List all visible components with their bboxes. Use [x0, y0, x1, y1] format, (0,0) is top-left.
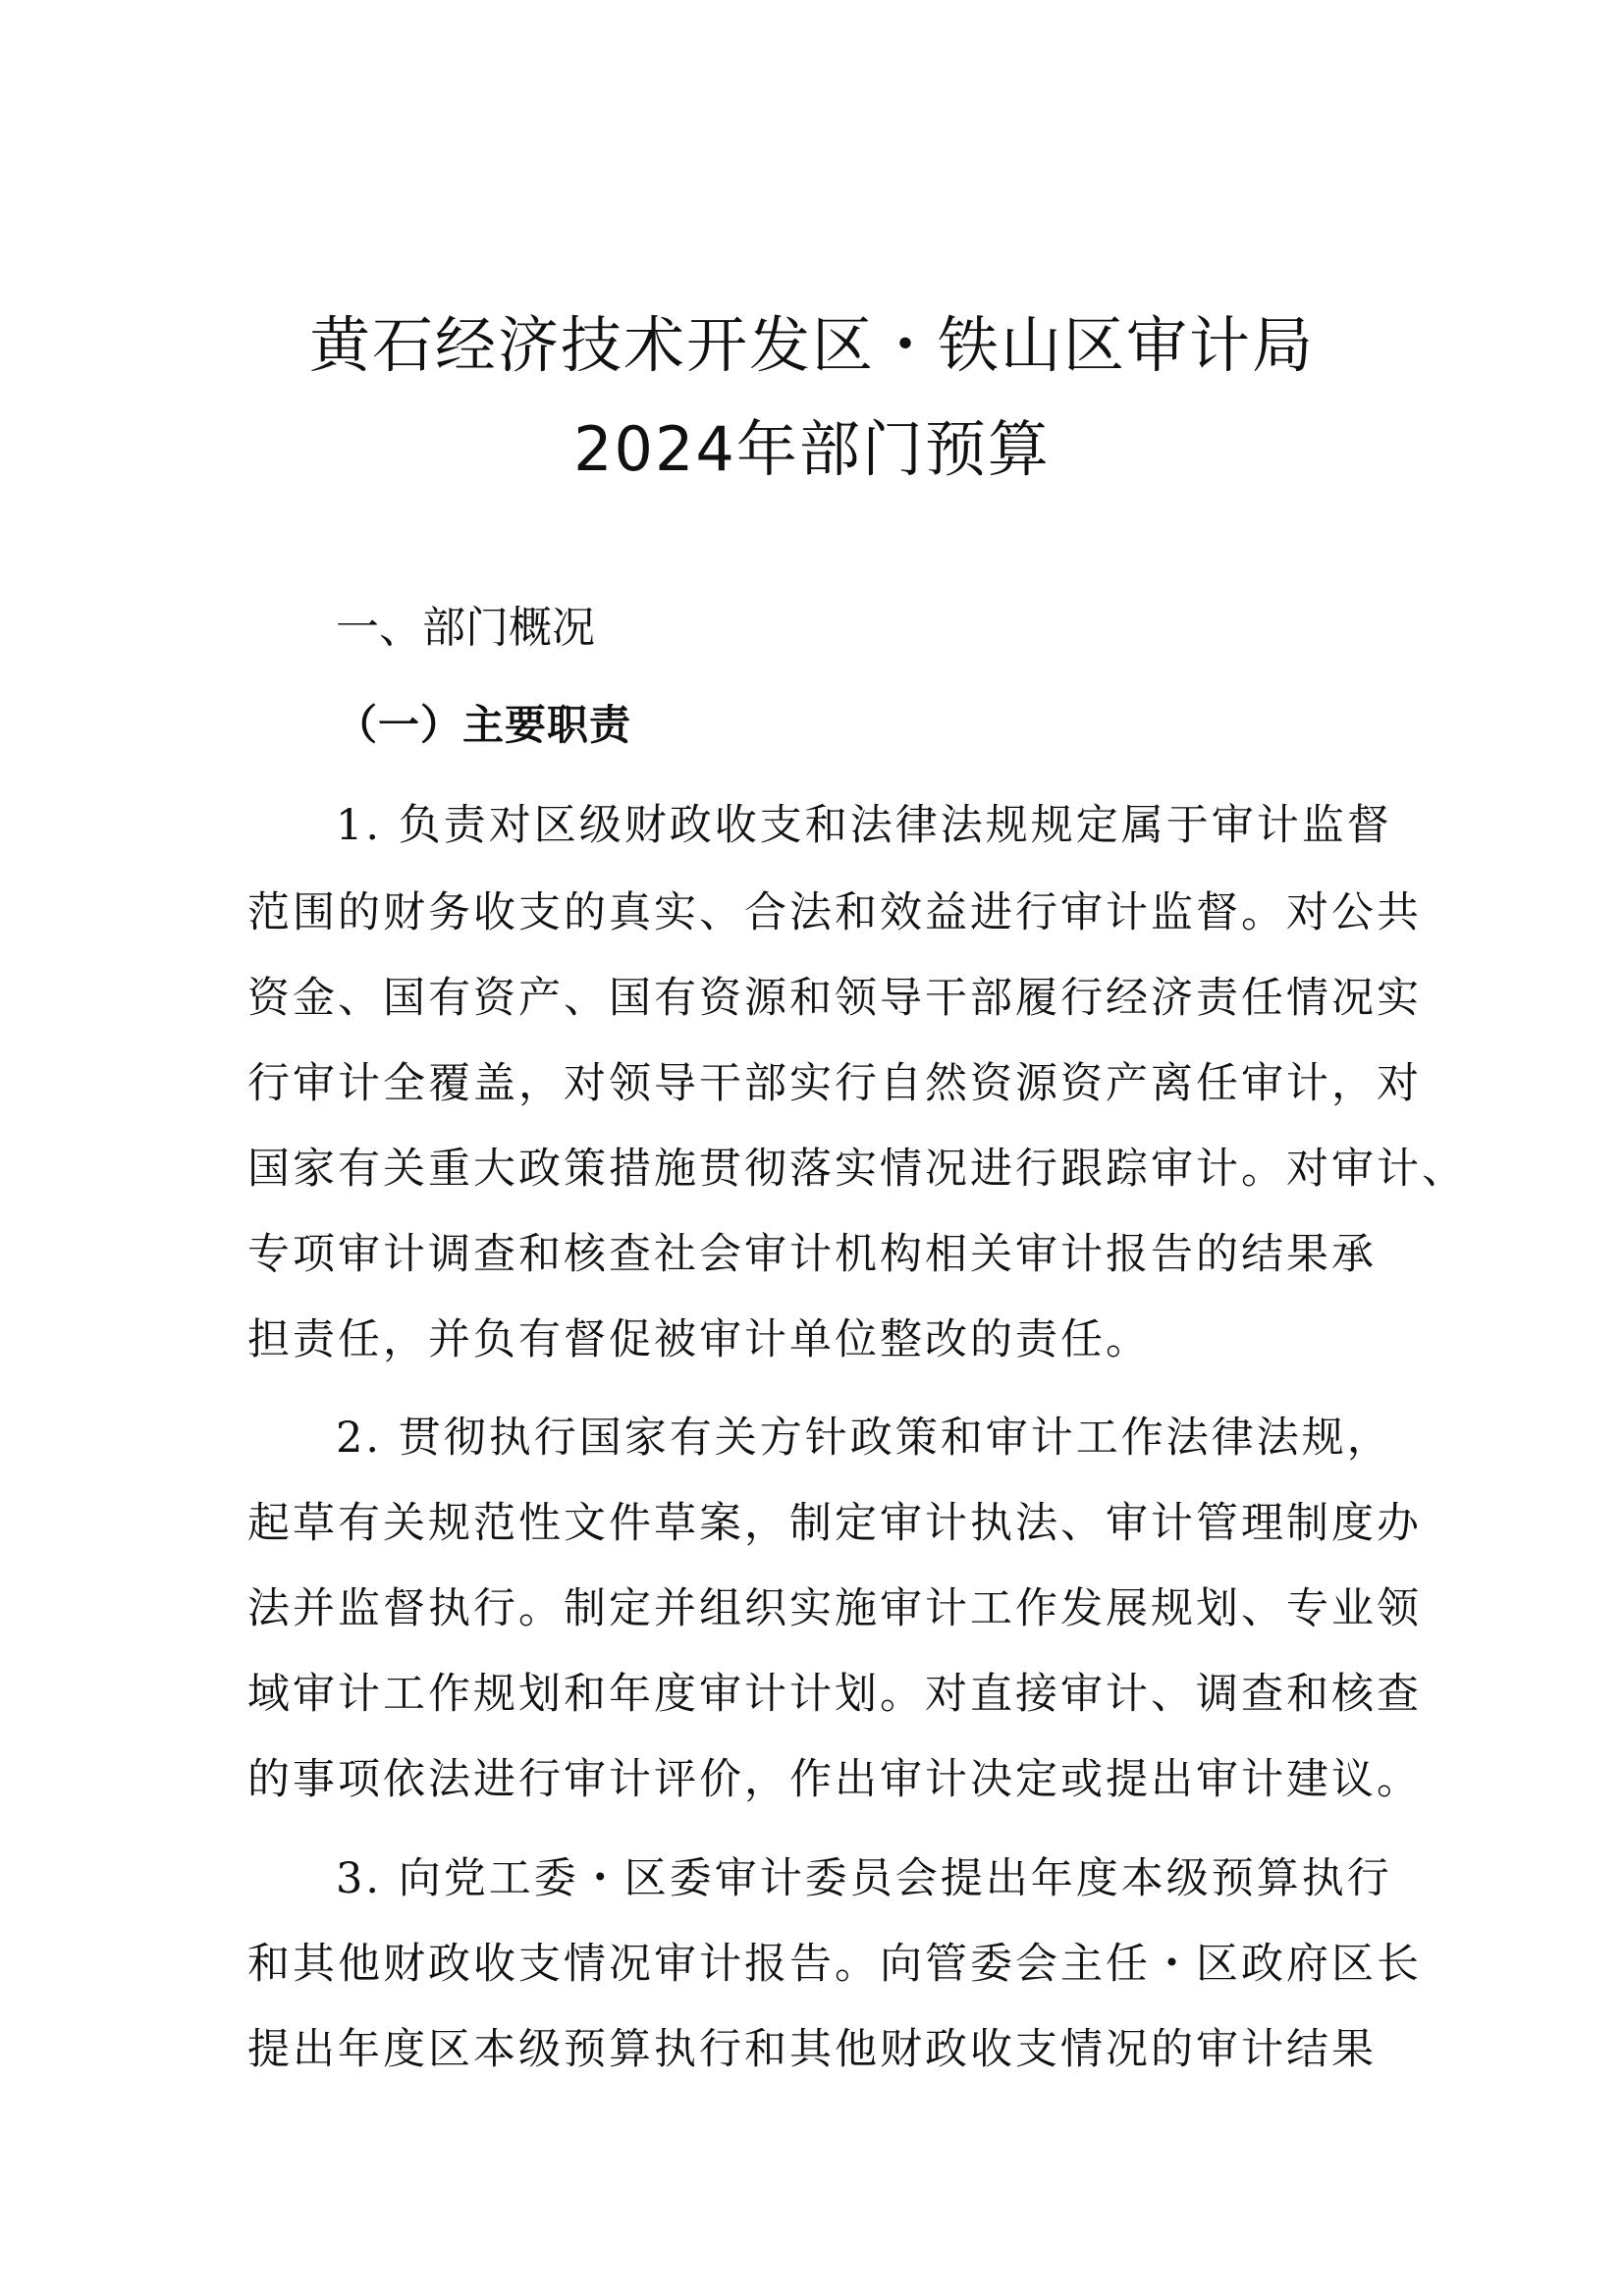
body-line: 和其他财政收支情况审计报告。向管委会主任・区政府区长 [247, 1940, 1422, 1989]
document-title-line-1: 黄石经济技术开发区・铁山区审计局 [308, 309, 1315, 381]
body-line: 起草有关规范性文件草案，制定审计执法、审计管理制度办 [247, 1499, 1422, 1548]
body-line: 的事项依法进行审计评价，作出审计决定或提出审计建议。 [247, 1755, 1422, 1804]
body-line: 资金、国有资产、国有资源和领导干部履行经济责任情况实 [247, 974, 1422, 1023]
section-heading-overview: 一、部门概况 [336, 603, 595, 653]
body-line: 2. 贯彻执行国家有关方针政策和审计工作法律法规， [336, 1414, 1392, 1463]
body-line: 1. 负责对区级财政收支和法律法规规定属于审计监督 [336, 801, 1392, 850]
body-line: 国家有关重大政策措施贯彻落实情况进行跟踪审计。对审计、 [247, 1145, 1467, 1194]
body-line: 担责任，并负有督促被审计单位整改的责任。 [247, 1315, 1151, 1364]
body-line: 提出年度区本级预算执行和其他财政收支情况的审计结果 [247, 2025, 1377, 2074]
subsection-heading-main-duties: （一）主要职责 [336, 701, 632, 749]
body-line: 域审计工作规划和年度审计计划。对直接审计、调查和核查 [247, 1670, 1422, 1719]
body-line: 行审计全覆盖，对领导干部实行自然资源资产离任审计，对 [247, 1059, 1422, 1108]
body-line: 专项审计调查和核查社会审计机构相关审计报告的结果承 [247, 1230, 1377, 1279]
body-line: 3. 向党工委・区委审计委员会提出年度本级预算执行 [336, 1854, 1392, 1903]
body-line: 法并监督执行。制定并组织实施审计工作发展规划、专业领 [247, 1584, 1422, 1633]
body-line: 范围的财务收支的真实、合法和效益进行审计监督。对公共 [247, 888, 1422, 937]
document-title-line-2: 2024年部门预算 [573, 413, 1051, 485]
